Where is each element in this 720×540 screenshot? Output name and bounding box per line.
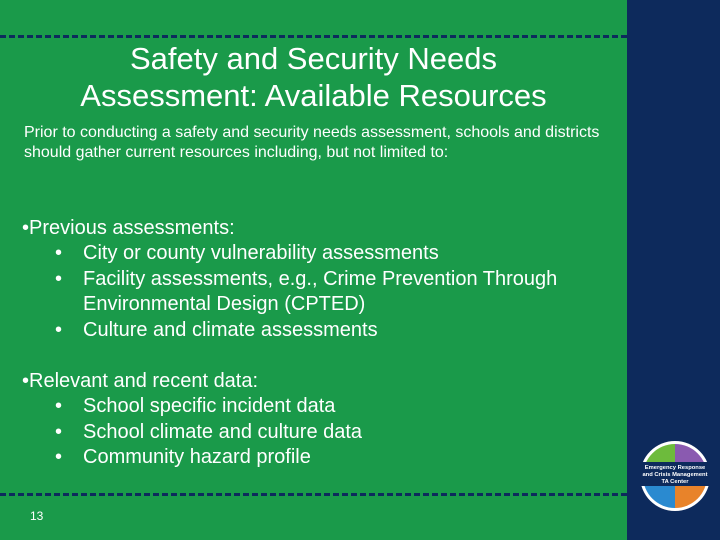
sub-list xyxy=(22,241,612,343)
bullet-icon: • xyxy=(55,267,63,290)
section-previous-assessments xyxy=(22,215,612,343)
section-heading: •Previous assessments: xyxy=(22,217,235,239)
bullet-icon: • xyxy=(55,446,63,468)
list-item-text: Community hazard profile xyxy=(83,446,311,468)
logo-text-line-1: Emergency Response xyxy=(644,465,706,471)
list-item xyxy=(22,394,612,420)
section-relevant-data xyxy=(22,368,612,471)
logo-text-line-2: and Crisis Management xyxy=(642,472,708,478)
logo-text-line-3: TA Center xyxy=(661,479,689,485)
slide-title xyxy=(0,40,627,114)
bullet-icon: • xyxy=(55,242,63,264)
list-item xyxy=(22,445,612,471)
list-item-text: City or county vulnerability assessments xyxy=(83,242,439,264)
section-heading: •Relevant and recent data: xyxy=(22,370,259,392)
bottom-dashed-divider xyxy=(0,493,627,496)
list-item xyxy=(22,420,612,446)
page-number: 13 xyxy=(30,509,44,523)
ercm-ta-center-logo xyxy=(639,432,711,520)
bullet-icon: • xyxy=(55,318,63,341)
bullet-icon: • xyxy=(55,395,63,417)
intro-paragraph: Prior to conducting a safety and security needs assessment, schools and districts should gather current resources including, but not limited to: xyxy=(24,124,600,161)
bullet-icon: • xyxy=(55,420,63,443)
list-item xyxy=(22,241,612,267)
list-item xyxy=(22,267,612,318)
list-item-text: Facility assessments, e.g., Crime Prevention Through Environmental Design (CPTED) xyxy=(83,267,558,315)
list-item-text: Culture and climate assessments xyxy=(83,318,378,341)
list-item xyxy=(22,318,612,344)
sub-list xyxy=(22,394,612,471)
title-line-1: Safety and Security Needs xyxy=(129,41,498,76)
top-dashed-divider xyxy=(0,35,627,38)
title-line-2: Assessment: Available Resources xyxy=(80,78,547,113)
list-item-text: School climate and culture data xyxy=(83,420,363,443)
list-item-text: School specific incident data xyxy=(83,395,336,417)
